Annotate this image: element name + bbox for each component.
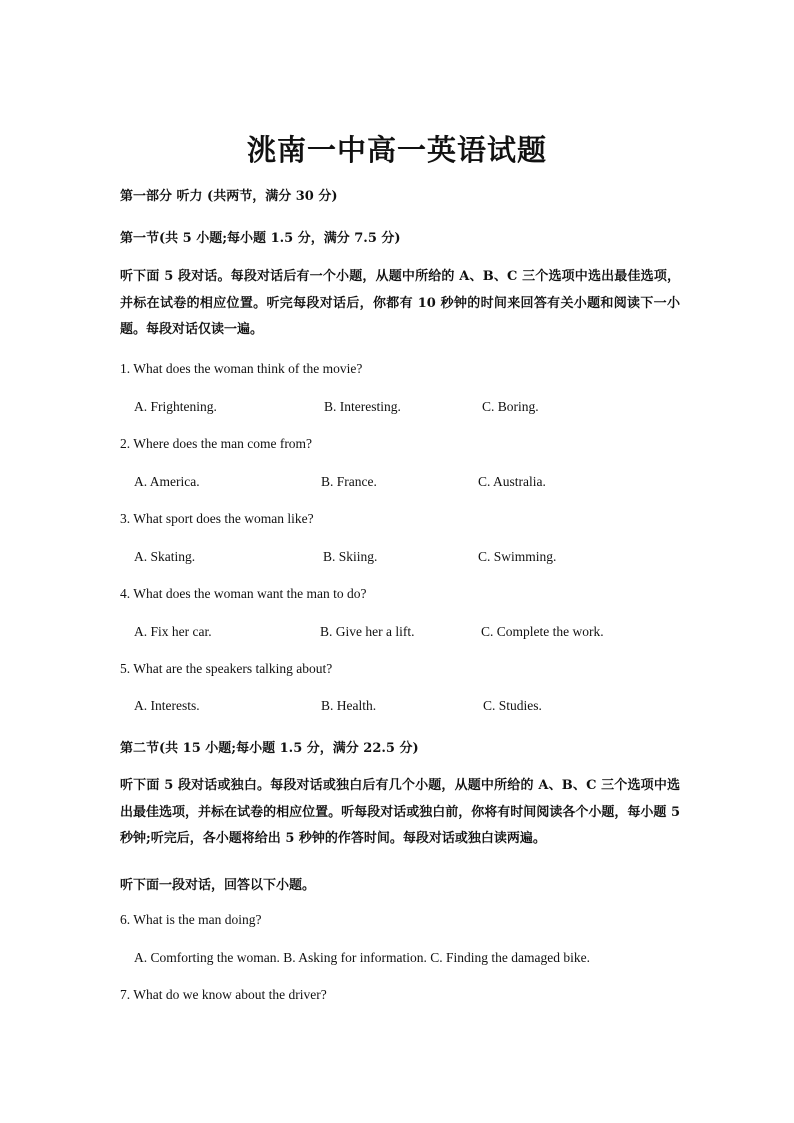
part1-heading: 第一部分 听力 (共两节，满分 30 分) xyxy=(120,189,338,204)
question-4-option-b: B. Give her a lift. xyxy=(320,624,415,639)
section2-heading: 第二节(共 15 小题;每小题 1.5 分，满分 22.5 分) xyxy=(120,741,419,756)
question-1-option-b: B. Interesting. xyxy=(324,399,401,414)
dialogue-prompt: 听下面一段对话，回答以下小题。 xyxy=(120,878,316,893)
question-1-stem: 1. What does the woman think of the movie? xyxy=(120,361,363,376)
question-5-stem: 5. What are the speakers talking about? xyxy=(120,661,333,676)
question-5-option-c: C. Studies. xyxy=(483,698,542,713)
page-title: 洮南一中高一英语试题 xyxy=(246,133,547,167)
question-6-options: A. Comforting the woman. B. Asking for information. C. Finding the damaged bike. xyxy=(134,950,590,965)
section1-heading: 第一节(共 5 小题;每小题 1.5 分，满分 7.5 分) xyxy=(120,231,401,246)
question-2-option-c: C. Australia. xyxy=(478,474,546,489)
question-1-option-a: A. Frightening. xyxy=(134,399,217,414)
question-6-stem: 6. What is the man doing? xyxy=(120,912,262,927)
question-5-option-a: A. Interests. xyxy=(134,698,200,713)
question-7-stem: 7. What do we know about the driver? xyxy=(120,987,327,1002)
question-3-stem: 3. What sport does the woman like? xyxy=(120,511,314,526)
question-4-option-a: A. Fix her car. xyxy=(134,624,212,639)
question-4-stem: 4. What does the woman want the man to do? xyxy=(120,586,367,601)
question-3-option-b: B. Skiing. xyxy=(323,549,378,564)
question-2-option-a: A. America. xyxy=(134,474,200,489)
question-3-option-a: A. Skating. xyxy=(134,549,196,564)
question-2-option-b: B. France. xyxy=(321,474,377,489)
question-1-option-c: C. Boring. xyxy=(482,399,539,414)
section1-instructions: 听下面 5 段对话。每段对话后有一个小题，从题中所给的 A、B、C 三个选项中选出最佳选项，并标在试卷的相应位置。听完每段对话后，你都有 10 秒钟的时间来回答有关小题和阅读下一小题。每段对话仅读一遍。 xyxy=(120,269,680,337)
question-4-option-c: C. Complete the work. xyxy=(481,624,604,639)
question-5-option-b: B. Health. xyxy=(321,698,377,713)
section2-instructions: 听下面 5 段对话或独白。每段对话或独白后有几个小题，从题中所给的 A、B、C 三个选项中选出最佳选项，并标在试卷的相应位置。听每段对话或独白前，你将有时间阅读各个小题，每小题 5 秒钟;听完后，各小题将给出 5 秒钟的作答时间。每段对话或独白读两遍。 xyxy=(120,778,680,846)
question-3-option-c: C. Swimming. xyxy=(478,549,557,564)
question-2-stem: 2. Where does the man come from? xyxy=(120,436,313,451)
